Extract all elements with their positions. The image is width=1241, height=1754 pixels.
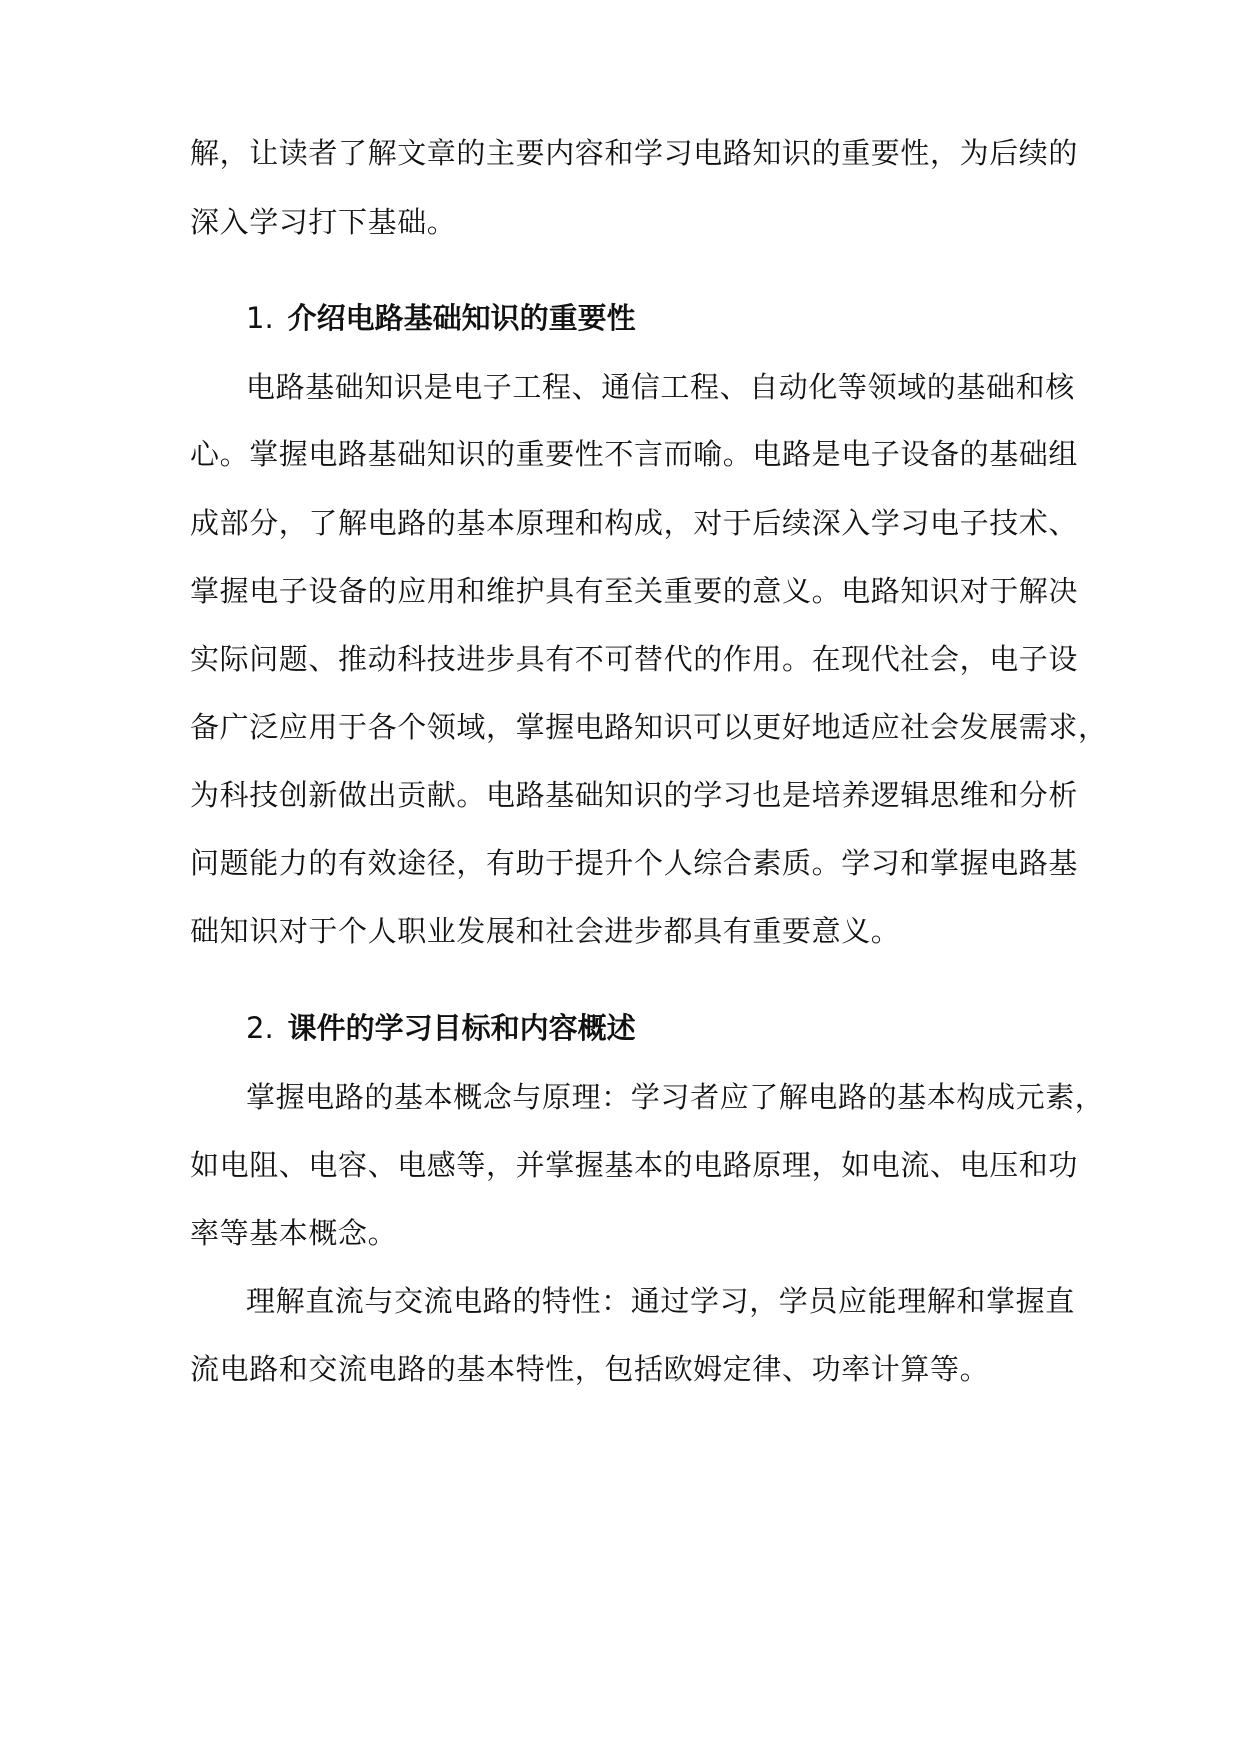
- section-1-line-8: 问题能力的有效途径，有助于提升个人综合素质。学习和掌握电路基: [190, 846, 1079, 880]
- section-1-line-1: 电路基础知识是电子工程、通信工程、自动化等领域的基础和核: [246, 370, 1075, 404]
- section-2-number: 2.: [246, 1011, 274, 1045]
- section-1-line-4: 掌握电子设备的应用和维护具有至关重要的意义。电路知识对于解决: [190, 574, 1079, 608]
- section-1-line-2: 心。掌握电路基础知识的重要性不言而喻。电路是电子设备的基础组: [190, 437, 1079, 471]
- section-1-number: 1.: [246, 301, 274, 335]
- section-1-line-5: 实际问题、推动科技进步具有不可替代的作用。在现代社会，电子设: [190, 642, 1079, 676]
- section-2-para-1-line-1: 掌握电路的基本概念与原理：学习者应了解电路的基本构成元素，: [246, 1080, 1105, 1114]
- section-1-line-6: 备广泛应用于各个领域，掌握电路知识可以更好地适应社会发展需求，: [190, 710, 1108, 744]
- section-2-para-1-line-3: 率等基本概念。: [190, 1216, 398, 1250]
- section-1-title: 介绍电路基础知识的重要性: [287, 301, 636, 335]
- section-2-title: 课件的学习目标和内容概述: [287, 1011, 636, 1045]
- section-2-para-2-line-2: 流电路和交流电路的基本特性，包括欧姆定律、功率计算等。: [190, 1352, 990, 1386]
- section-1-line-9: 础知识对于个人职业发展和社会进步都具有重要意义。: [190, 914, 901, 948]
- intro-line-2: 深入学习打下基础。: [190, 205, 457, 239]
- section-2-para-2-line-1: 理解直流与交流电路的特性：通过学习，学员应能理解和掌握直: [246, 1284, 1075, 1318]
- section-1-heading: [246, 298, 636, 338]
- section-1-line-3: 成部分，了解电路的基本原理和构成，对于后续深入学习电子技术、: [190, 506, 1079, 540]
- section-2-heading: [246, 1008, 636, 1048]
- intro-line-1: 解，让读者了解文章的主要内容和学习电路知识的重要性，为后续的: [190, 136, 1079, 170]
- section-1-line-7: 为科技创新做出贡献。电路基础知识的学习也是培养逻辑思维和分析: [190, 778, 1079, 812]
- section-2-para-1-line-2: 如电阻、电容、电感等，并掌握基本的电路原理，如电流、电压和功: [190, 1148, 1079, 1182]
